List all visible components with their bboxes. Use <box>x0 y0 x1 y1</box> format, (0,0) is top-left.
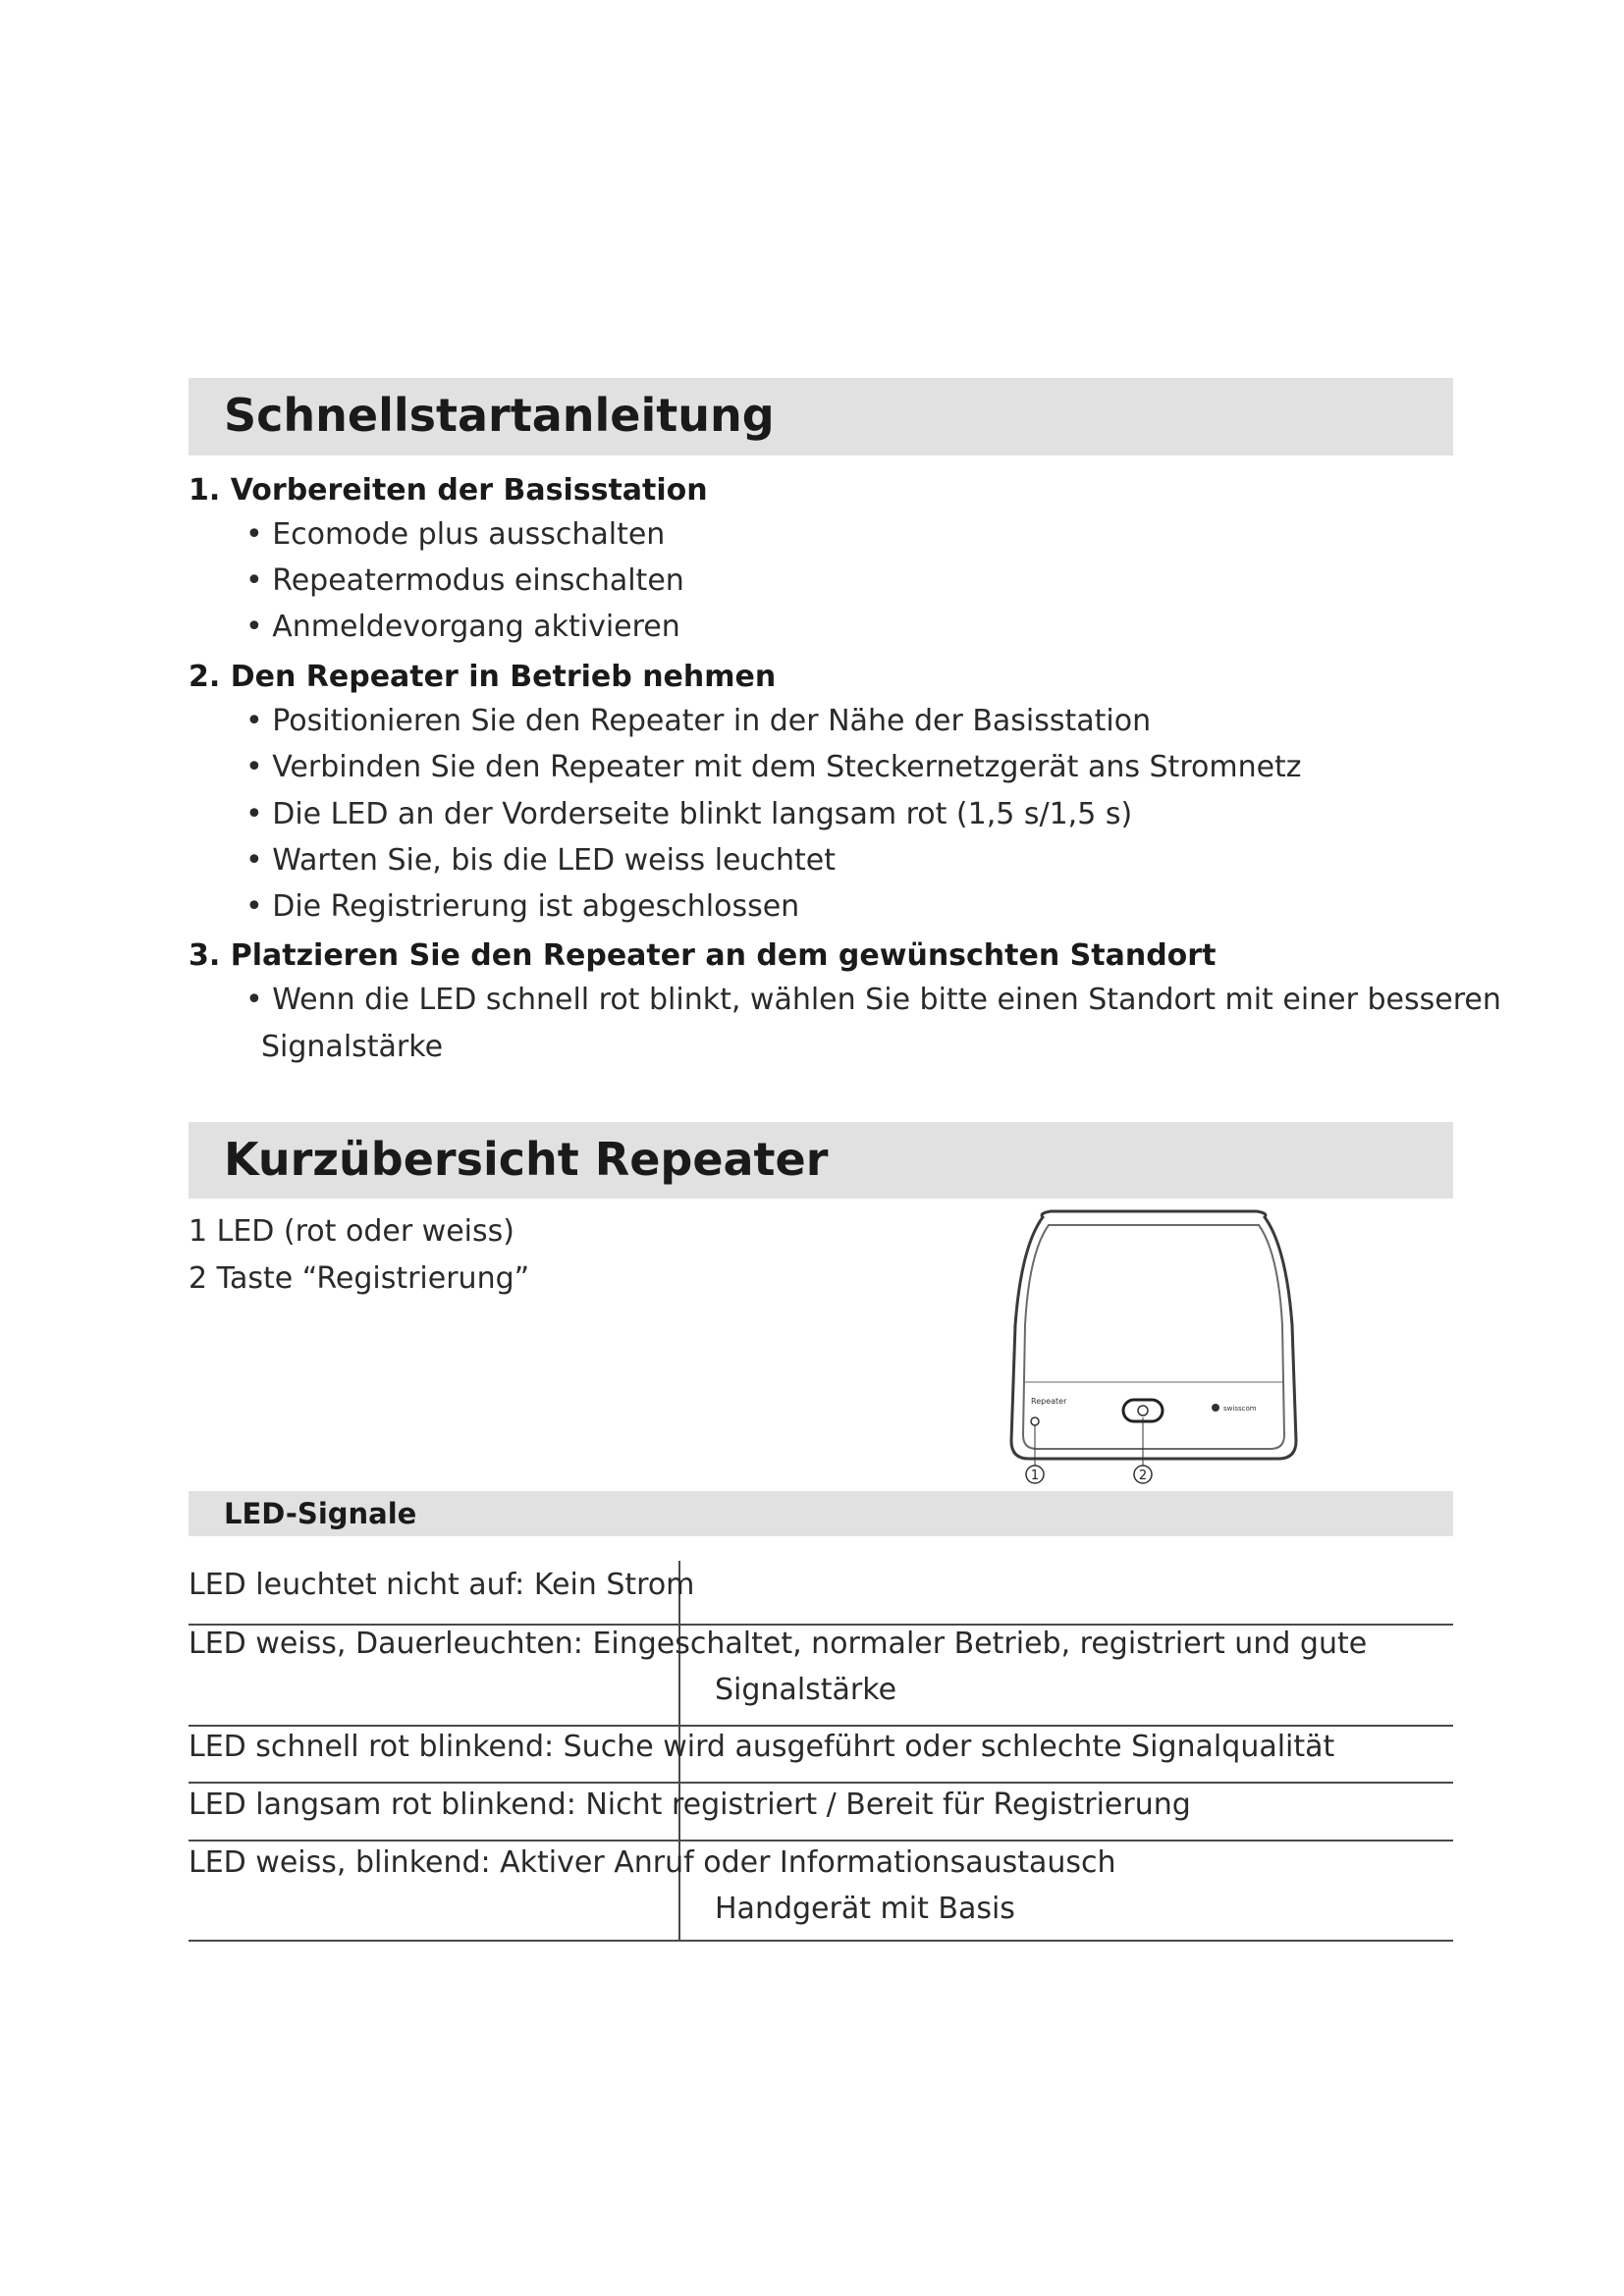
section-title: Kurzübersicht Repeater <box>224 1133 829 1186</box>
step-2-bullet: • Verbinden Sie den Repeater mit dem Steckernetzgerät ans Stromnetz <box>245 750 1302 784</box>
led-icon <box>1031 1417 1039 1425</box>
step-3-heading: 3. Platzieren Sie den Repeater an dem gewünschten Standort <box>189 938 1217 973</box>
led-signal-row-continuation: Signalstärke <box>715 1673 897 1707</box>
brand-logo-icon <box>1212 1404 1219 1412</box>
callout-2-number: 2 <box>1138 1468 1148 1483</box>
step-2-bullet: • Positionieren Sie den Repeater in der Nähe der Basisstation <box>245 704 1152 738</box>
step-2-bullet: • Die Registrierung ist abgeschlossen <box>245 889 800 924</box>
step-1-bullet: • Anmeldevorgang aktivieren <box>245 610 680 644</box>
table-bottom-rule <box>189 1940 1453 1942</box>
step-1-bullet: • Ecomode plus ausschalten <box>245 517 666 552</box>
led-signal-row-continuation: Handgerät mit Basis <box>715 1892 1015 1926</box>
step-2-bullet: • Die LED an der Vorderseite blinkt langsam rot (1,5 s/1,5 s) <box>245 797 1133 831</box>
overview-item-button: 2 Taste “Registrierung” <box>189 1261 530 1296</box>
table-row-divider <box>189 1782 1453 1784</box>
step-1-bullet: • Repeatermodus einschalten <box>245 563 684 598</box>
led-signal-row: LED weiss, Dauerleuchten: Eingeschaltet, normaler Betrieb, registriert und gute <box>189 1627 1368 1661</box>
section-title: LED-Signale <box>224 1497 417 1530</box>
callout-1-number: 1 <box>1030 1468 1040 1483</box>
section-header-overview <box>189 1122 1453 1199</box>
step-1-heading: 1. Vorbereiten der Basisstation <box>189 473 708 507</box>
overview-item-led: 1 LED (rot oder weiss) <box>189 1214 514 1249</box>
led-signal-row: LED langsam rot blinkend: Nicht registriert / Bereit für Registrierung <box>189 1788 1191 1822</box>
step-2-bullet: • Warten Sie, bis die LED weiss leuchtet <box>245 843 837 878</box>
section-title: Schnellstartanleitung <box>224 389 775 442</box>
repeater-device-illustration <box>992 1207 1316 1497</box>
device-repeater-label: Repeater <box>1031 1397 1067 1406</box>
led-signal-row: LED leuchtet nicht auf: Kein Strom <box>189 1568 695 1602</box>
table-row-divider <box>189 1624 1453 1626</box>
section-header-led-signals <box>189 1491 1453 1536</box>
led-signal-row: LED schnell rot blinkend: Suche wird ausgeführt oder schlechte Signalqualität <box>189 1730 1335 1764</box>
section-header-quickstart <box>189 378 1453 455</box>
table-row-divider <box>189 1725 1453 1727</box>
device-brand-label: swisscom <box>1223 1405 1257 1413</box>
led-signal-row: LED weiss, blinkend: Aktiver Anruf oder Informationsaustausch <box>189 1845 1116 1880</box>
step-3-bullet-continuation: Signalstärke <box>261 1030 444 1064</box>
table-row-divider <box>189 1840 1453 1842</box>
step-3-bullet: • Wenn die LED schnell rot blinkt, wählen Sie bitte einen Standort mit einer besseren <box>245 983 1501 1017</box>
step-2-heading: 2. Den Repeater in Betrieb nehmen <box>189 660 777 694</box>
